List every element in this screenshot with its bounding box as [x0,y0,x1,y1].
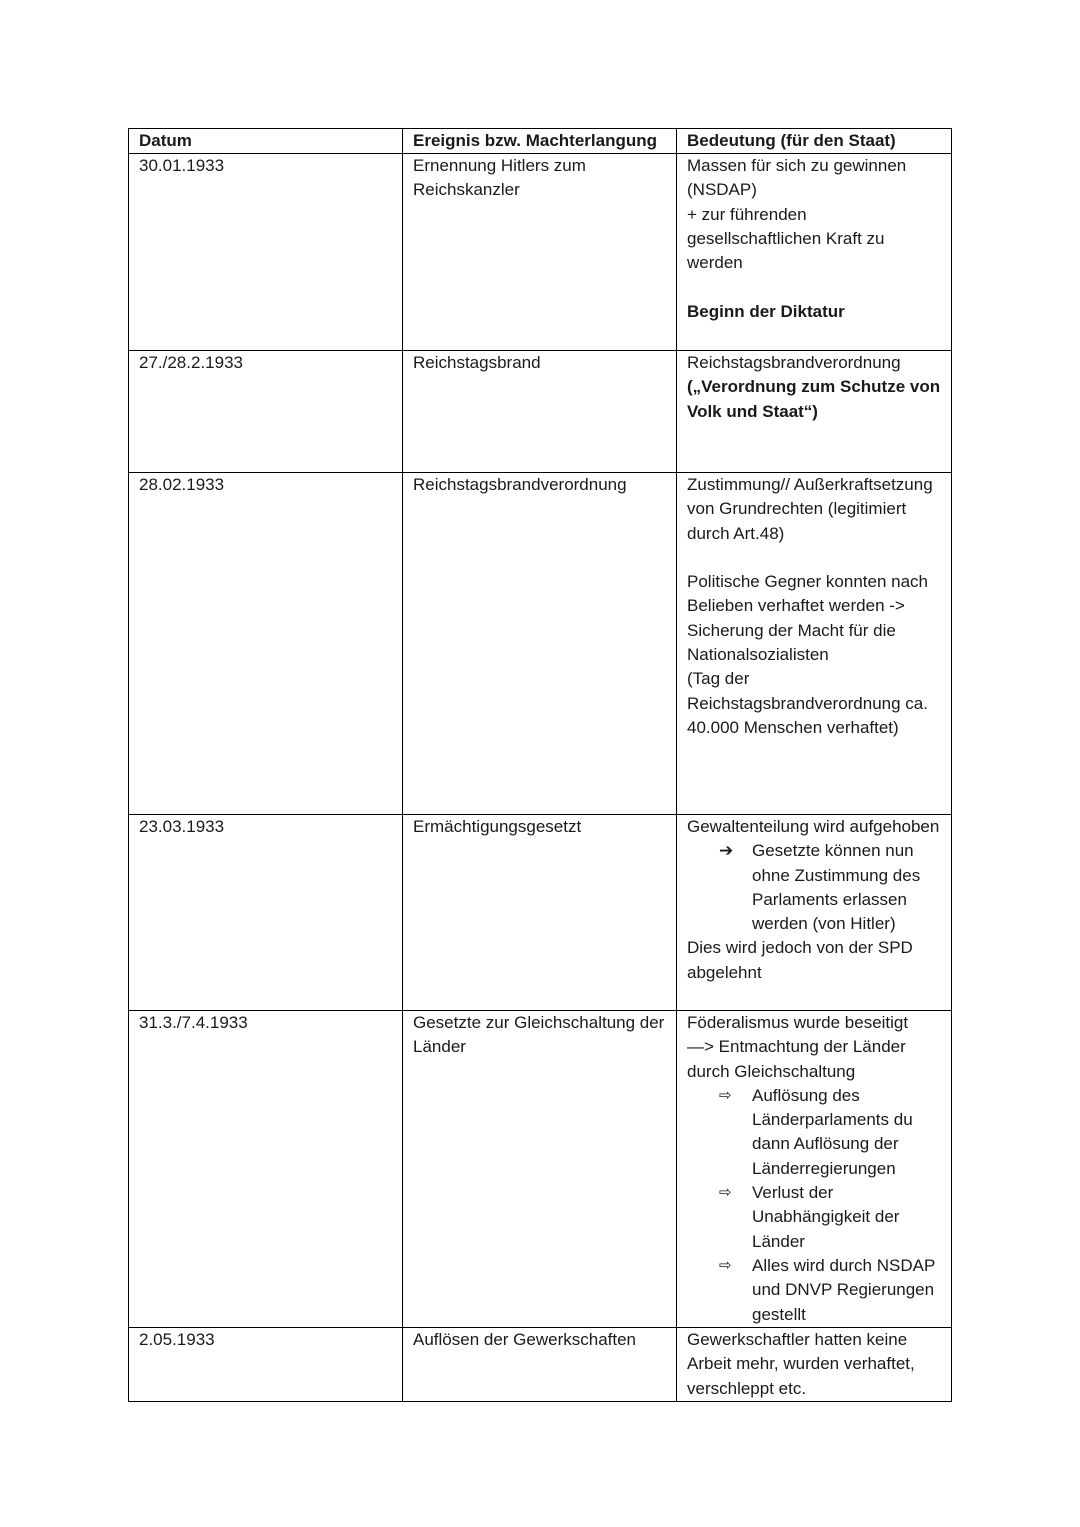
cell-meaning [677,815,952,1011]
meaning-text: + zur führenden gesellschaftlichen Kraft zu werden [687,204,885,273]
header-datum: Datum [129,129,403,154]
cell-meaning [677,351,952,473]
list-item-text: Verlust der Unabhängigkeit der Länder [752,1183,900,1251]
list-item [687,1254,943,1327]
meaning-text: Reichstagsbrandverordnung [687,353,901,372]
table-row [129,1011,952,1328]
meaning-text: Politische Gegner konnten nach Belieben verhaftet werden -> Sicherung der Macht für die Nationalsozialisten [687,572,928,665]
list-item [687,839,943,936]
cell-meaning [677,1328,952,1402]
table-row [129,473,952,815]
cell-event: Gesetzte zur Gleichschaltung der Länder [403,1011,677,1328]
cell-date: 23.03.1933 [129,815,403,1011]
meaning-emphasis: („Verordnung zum Schutze von Volk und Staat“) [687,377,941,421]
list-item-text: Alles wird durch NSDAP und DNVP Regierungen gestellt [752,1255,935,1324]
cell-event: Reichstagsbrand [403,351,677,473]
outline-arrow-icon: ⇨ [719,1086,732,1104]
arrow-right-icon: ➔ [719,841,734,861]
list-item [687,1181,943,1254]
cell-date: 27./28.2.1933 [129,351,403,473]
cell-event: Ermächtigungsgesetzt [403,815,677,1011]
outline-arrow-icon: ⇨ [719,1184,732,1202]
cell-meaning [677,154,952,351]
list-item [687,1084,943,1181]
table-header-row [129,129,952,154]
table-row [129,815,952,1011]
meaning-text: Massen für sich zu gewinnen (NSDAP) [687,156,907,200]
list-item-text: Auflösung des Länderparlaments du dann Auflösung der Länderregierungen [752,1085,913,1178]
meaning-text: Dies wird jedoch von der SPD abgelehnt [687,938,913,982]
cell-event: Ernennung Hitlers zum Reichskanzler [403,154,677,351]
table-row [129,154,952,351]
cell-date: 30.01.1933 [129,154,403,351]
history-table [128,128,952,1402]
header-bedeutung: Bedeutung (für den Staat) [677,129,952,154]
cell-date: 28.02.1933 [129,473,403,815]
arrow-list [687,1084,943,1327]
meaning-text: Gewaltenteilung wird aufgehoben [687,817,940,836]
arrow-list [687,839,943,936]
outline-arrow-icon: ⇨ [719,1256,732,1274]
header-ereignis: Ereignis bzw. Machterlangung [403,129,677,154]
cell-meaning [677,1011,952,1328]
table-row [129,351,952,473]
meaning-emphasis: Beginn der Diktatur [687,301,845,321]
meaning-text: Gewerkschaftler hatten keine Arbeit mehr, wurden verhaftet, verschleppt etc. [687,1330,915,1398]
table-row [129,1328,952,1402]
meaning-text: Föderalismus wurde beseitigt [687,1013,909,1032]
cell-event: Reichstagsbrandverordnung [403,473,677,815]
cell-event: Auflösen der Gewerkschaften [403,1328,677,1402]
meaning-text: —> Entmachtung der Länder durch Gleichschaltung [687,1037,906,1081]
cell-date: 2.05.1933 [129,1328,403,1402]
cell-meaning [677,473,952,815]
meaning-text: Zustimmung// Außerkraftsetzung von Grundrechten (legitimiert durch Art.48) [687,475,933,543]
cell-date: 31.3./7.4.1933 [129,1011,403,1328]
meaning-text: (Tag der Reichstagsbrandverordnung ca. 40.000 Menschen verhaftet) [687,669,928,737]
list-item-text: Gesetzte können nun ohne Zustimmung des Parlaments erlassen werden (von Hitler) [752,841,921,934]
